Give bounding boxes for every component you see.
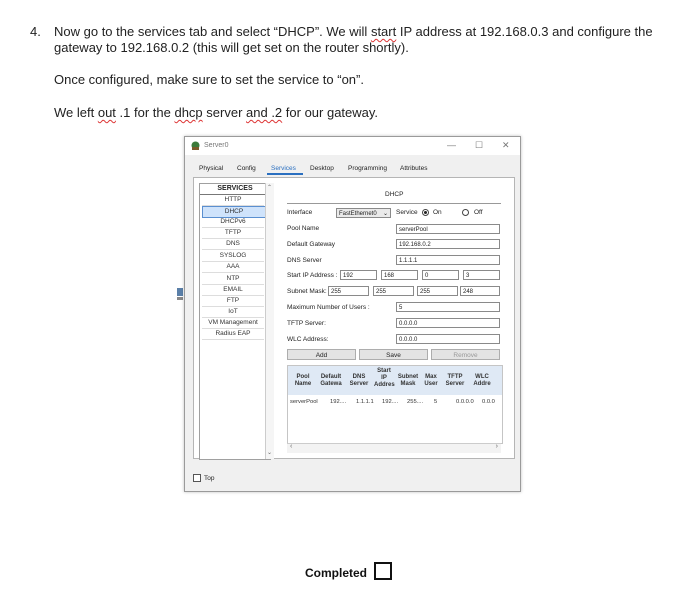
service-item-ftp[interactable]: FTP (202, 296, 264, 307)
tab-programming[interactable]: Programming (348, 165, 388, 172)
add-button[interactable]: Add (287, 349, 356, 360)
service-off-label: Off (474, 209, 483, 216)
pool-name-label: Pool Name (287, 225, 320, 232)
service-item-aaa[interactable]: AAA (202, 262, 264, 273)
service-item-dhcpv6[interactable]: DHCPv6 (202, 217, 264, 228)
para3-b: out (97, 105, 116, 120)
para3-g: for our gateway. (282, 105, 379, 120)
active-tab-underline (267, 173, 303, 175)
cell-subnet: 255.... (407, 399, 424, 405)
table-horizontal-scrollbar[interactable] (287, 443, 501, 453)
maximize-button[interactable]: ☐ (475, 140, 484, 150)
cell-max-user: 5 (434, 399, 438, 405)
tab-services[interactable]: Services (271, 165, 296, 172)
dns-input[interactable]: 1.1.1.1 (396, 255, 500, 265)
instruction-line-2: gateway to 192.168.0.2 (this will get set on the router shortly). (54, 40, 409, 55)
cell-pool-name: serverPool (290, 399, 318, 405)
service-item-iot[interactable]: IoT (202, 307, 264, 318)
tab-attributes[interactable]: Attributes (400, 165, 428, 172)
service-item-ntp[interactable]: NTP (202, 274, 264, 285)
interface-select[interactable] (336, 208, 391, 218)
subnet-octet-2[interactable]: 255 (373, 286, 414, 296)
scroll-down-icon[interactable]: ⌄ (267, 450, 273, 456)
col-default-gateway: Default Gatewa (320, 374, 342, 387)
service-on-radio[interactable] (422, 209, 429, 216)
cell-gateway: 192.... (330, 399, 347, 405)
start-ip-octet-4[interactable]: 3 (463, 270, 500, 280)
table-row[interactable] (288, 399, 502, 409)
service-label: Service (396, 209, 418, 216)
step-number: 4. (30, 24, 41, 39)
start-ip-label: Start IP Address : (287, 272, 338, 279)
scroll-right-icon[interactable]: › (495, 443, 498, 450)
remove-button[interactable]: Remove (431, 349, 500, 360)
close-button[interactable]: ✕ (502, 140, 510, 150)
instruction-paragraph-2: Once configured, make sure to set the service to “on”. (54, 72, 364, 87)
col-dns-server: DNS Server (349, 374, 369, 387)
instruction-paragraph-3 (54, 105, 378, 121)
para3-a: We left (54, 105, 98, 120)
instruction-line-1a: Now go to the services tab and select “DHCP”. We will (54, 24, 371, 39)
services-scrollbar[interactable] (265, 183, 274, 459)
scroll-up-icon[interactable]: ⌃ (267, 185, 273, 191)
dhcp-section-title: DHCP (385, 191, 404, 198)
minimize-button[interactable]: — (447, 140, 456, 150)
completed-label: Completed (305, 566, 368, 580)
interface-value: FastEthernet0 (339, 211, 377, 217)
instruction-line-1b: start (370, 24, 397, 39)
server-window (184, 136, 521, 492)
wlc-input[interactable]: 0.0.0.0 (396, 334, 500, 344)
col-subnet-mask: Subnet Mask (397, 374, 419, 387)
col-pool-name: Pool Name (294, 374, 312, 387)
start-ip-octet-2[interactable]: 168 (381, 270, 418, 280)
tab-config[interactable]: Config (237, 165, 256, 172)
services-header: SERVICES (200, 184, 270, 195)
wlc-label: WLC Address: (287, 336, 329, 343)
service-item-vm-management[interactable]: VM Management (202, 318, 264, 329)
cell-start-ip: 192.... (382, 399, 399, 405)
interface-label: Interface (287, 209, 313, 216)
start-ip-octet-1[interactable]: 192 (340, 270, 377, 280)
service-item-dns[interactable]: DNS (202, 239, 264, 250)
service-item-dhcp[interactable]: DHCP (202, 206, 266, 218)
chevron-down-icon: ⌄ (382, 211, 388, 217)
subnet-octet-4[interactable]: 248 (460, 286, 500, 296)
pool-table-body (287, 395, 503, 444)
tftp-input[interactable]: 0.0.0.0 (396, 318, 500, 328)
max-users-input[interactable]: 5 (396, 302, 500, 312)
subnet-octet-3[interactable]: 255 (417, 286, 458, 296)
tab-bar (185, 161, 520, 175)
col-wlc-address: WLC Addre (473, 374, 491, 387)
start-ip-octet-3[interactable]: 0 (422, 270, 459, 280)
dhcp-divider (287, 203, 501, 204)
col-max-user: Max User (424, 374, 438, 387)
para3-e: server (202, 105, 247, 120)
instruction-line-1 (54, 24, 653, 40)
tftp-label: TFTP Server: (287, 320, 326, 327)
dns-label: DNS Server (287, 257, 322, 264)
window-title: Server0 (204, 142, 229, 149)
para3-f: and .2 (246, 105, 283, 120)
cell-tftp: 0.0.0.0 (456, 399, 474, 405)
service-item-http[interactable]: HTTP (202, 195, 264, 206)
col-tftp-server: TFTP Server (445, 374, 465, 387)
server-icon (190, 140, 201, 151)
scroll-left-icon[interactable]: ‹ (290, 443, 293, 450)
para3-d: dhcp (174, 105, 203, 120)
gateway-label: Default Gateway (287, 241, 336, 248)
top-checkbox-label: Top (204, 475, 215, 482)
save-button[interactable]: Save (359, 349, 428, 360)
subnet-octet-1[interactable]: 255 (328, 286, 369, 296)
pool-name-input[interactable]: serverPool (396, 224, 500, 234)
subnet-label: Subnet Mask: (287, 288, 327, 295)
service-item-syslog[interactable]: SYSLOG (202, 251, 264, 262)
service-item-email[interactable]: EMAIL (202, 285, 264, 296)
pool-table-header (287, 365, 503, 397)
tab-physical[interactable]: Physical (199, 165, 224, 172)
col-start-ip: Start IP Addres (374, 368, 395, 388)
service-item-tftp[interactable]: TFTP (202, 228, 264, 239)
title-bar (185, 137, 520, 155)
services-list (199, 183, 271, 460)
service-off-radio[interactable] (462, 209, 469, 216)
cell-wlc: 0.0.0 (482, 399, 495, 405)
cell-dns: 1.1.1.1 (356, 399, 374, 405)
para3-c: .1 for the (115, 105, 175, 120)
completed-checkbox[interactable] (374, 562, 392, 580)
top-checkbox[interactable] (193, 474, 201, 482)
gateway-input[interactable]: 192.168.0.2 (396, 239, 500, 249)
service-on-label: On (433, 209, 442, 216)
max-users-label: Maximum Number of Users : (287, 304, 370, 311)
background-device-icon (176, 286, 184, 302)
service-item-radius-eap[interactable]: Radius EAP (202, 329, 264, 340)
tab-desktop[interactable]: Desktop (310, 165, 334, 172)
instruction-line-1c: IP address at 192.168.0.3 and configure the (396, 24, 653, 39)
